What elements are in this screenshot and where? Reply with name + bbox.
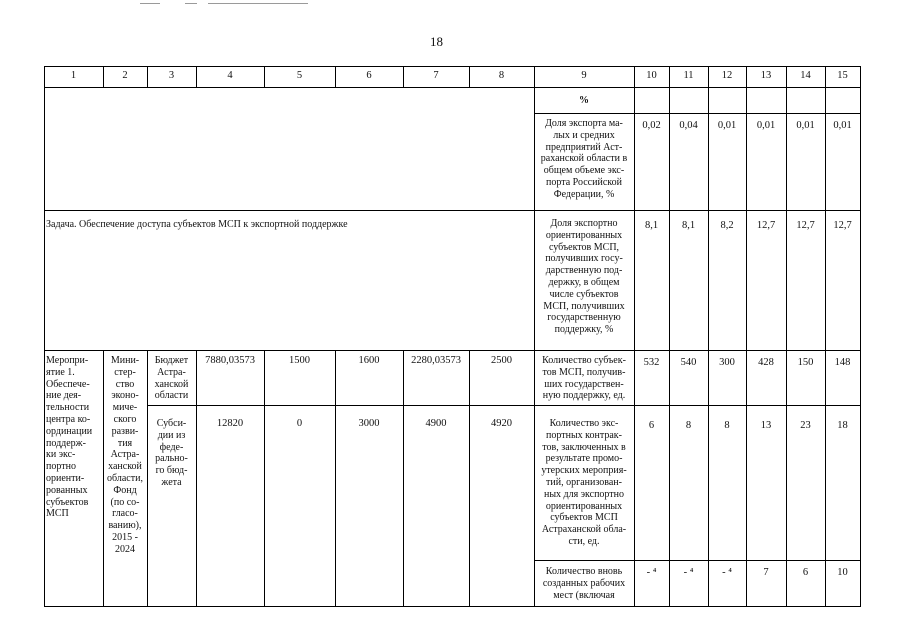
budget-amount-4: 7880,03573	[205, 355, 255, 366]
budget-value-10: 532	[643, 357, 660, 368]
task-text: Задача. Обеспечение доступа субъектов МСП к экспортной поддержке	[46, 219, 348, 230]
activity-col-divider	[335, 350, 336, 607]
row-a-indicator: Доля экспорта ма- лых и средних предприятий Аст- раханской области в общем объеме экс- порта Российской Федерации, %	[540, 118, 628, 200]
header-cell-7: 7	[433, 70, 439, 81]
header-col-divider	[147, 66, 148, 88]
table-right-border	[860, 66, 861, 607]
task-value-12: 8,2	[720, 220, 734, 231]
budget-amount-5: 1500	[289, 355, 310, 366]
federal-row-border	[534, 560, 861, 561]
scan-artifact-3	[208, 3, 308, 4]
unit-row-border	[534, 113, 861, 114]
federal-amount-5: 0	[296, 418, 303, 429]
header-cell-6: 6	[366, 70, 372, 81]
scan-artifact-1	[140, 3, 160, 4]
row-a-value-14: 0,01	[796, 120, 815, 131]
value-col-divider	[634, 66, 635, 607]
header-cell-8: 8	[498, 70, 505, 81]
federal-value-13: 13	[760, 420, 772, 431]
activity-col-divider	[403, 350, 404, 607]
header-col-divider	[196, 66, 197, 88]
table-bottom-border	[44, 606, 861, 607]
row-a-value-11: 0,04	[679, 120, 698, 131]
value-col-divider	[669, 66, 670, 607]
task-value-14: 12,7	[796, 220, 815, 231]
header-col-divider	[335, 66, 336, 88]
row-a-value-15: 0,01	[833, 120, 852, 131]
header-cell-13: 13	[760, 70, 772, 81]
budget-amount-6: 1600	[358, 355, 380, 366]
federal-amount-7: 4900	[425, 418, 447, 429]
value-col-divider	[825, 66, 826, 607]
jobs-indicator: Количество вновь созданных рабочих мест (включая	[542, 566, 626, 601]
header-cell-5: 5	[296, 70, 303, 81]
unit-percent-cell: %	[579, 95, 589, 106]
header-cell-14: 14	[800, 70, 811, 81]
activity-col-divider	[264, 350, 265, 607]
jobs-value-11: - ⁴	[683, 567, 694, 578]
value-col-divider	[746, 66, 747, 607]
activity-name: Меропри- ятие 1. Обеспече- ние дея- тельности центра ко- ординации поддерж- ки экс- портно ориенти- рованных субъектов МСП	[46, 355, 93, 520]
activity-col-divider	[469, 350, 470, 607]
value-col-divider	[786, 66, 787, 607]
header-row-border	[44, 87, 861, 88]
activity-col-divider	[196, 350, 197, 607]
federal-indicator: Количество экс- портных контрак- тов, заключенных в результате промо- утерских мероприя- тий, организован- ных для экспортно ориентированных субъектов МСП Астраханской обла- сти, ед.	[541, 418, 627, 547]
row-a-value-13: 0,01	[756, 120, 776, 131]
budget-value-12: 300	[719, 357, 735, 368]
task-value-11: 8,1	[681, 220, 696, 231]
task-value-15: 12,7	[833, 220, 852, 231]
header-col-divider	[264, 66, 265, 88]
table-left-border	[44, 66, 45, 607]
federal-amount-6: 3000	[358, 418, 380, 429]
task-indicator: Доля экспортно ориентированных субъектов МСП, получивших госу- дарственную под- держку, в общем числе субъектов МСП, получивших государственную поддержку, %	[543, 218, 625, 336]
table-top-border	[44, 66, 861, 67]
task-value-13: 12,7	[756, 220, 776, 231]
activity-executor: Мини- стер- ство эконо- миче- ского разви- тия Астра- ханской области, Фонд (по со- гласо- ванию), 2015 - 2024	[107, 355, 143, 555]
header-cell-12: 12	[721, 70, 733, 81]
federal-value-15: 18	[837, 420, 848, 431]
header-cell-11: 11	[683, 70, 694, 81]
header-cell-3: 3	[168, 70, 175, 81]
budget-value-15: 148	[834, 357, 851, 368]
federal-value-14: 23	[800, 420, 811, 431]
federal-value-11: 8	[685, 420, 692, 431]
indicator-col-left-divider	[534, 66, 535, 607]
row-a-border	[44, 210, 861, 211]
header-cell-15: 15	[837, 70, 848, 81]
header-col-divider	[469, 66, 470, 88]
header-cell-9: 9	[581, 70, 587, 81]
budget-value-11: 540	[680, 357, 697, 368]
budget-row-border	[147, 405, 861, 406]
federal-amount-8: 4920	[491, 418, 512, 429]
header-cell-1: 1	[70, 70, 77, 81]
budget-amount-7: 2280,03573	[411, 355, 461, 366]
federal-value-12: 8	[724, 420, 730, 431]
header-cell-2: 2	[122, 70, 128, 81]
activity-col-divider	[147, 350, 148, 607]
budget-amount-8: 2500	[491, 355, 512, 366]
jobs-value-15: 10	[837, 567, 848, 578]
jobs-value-13: 7	[763, 567, 769, 578]
header-col-divider	[103, 66, 104, 88]
header-cell-4: 4	[227, 70, 233, 81]
federal-value-10: 6	[648, 420, 655, 431]
task-value-10: 8,1	[644, 220, 659, 231]
federal-amount-4: 12820	[216, 418, 244, 429]
activity-col-divider	[103, 350, 104, 607]
scan-artifact-2	[185, 3, 197, 4]
jobs-value-12: - ⁴	[722, 567, 732, 578]
header-cell-10: 10	[646, 70, 657, 81]
budget-indicator: Количество субъек- тов МСП, получив- ших государствен- ную поддержку, ед.	[542, 355, 626, 402]
page-number: 18	[430, 34, 443, 49]
task-row-border	[44, 350, 861, 351]
budget-value-13: 428	[758, 357, 774, 368]
federal-source: Субси- дии из феде- рально- го бюд- жета	[155, 418, 188, 488]
budget-value-14: 150	[797, 357, 814, 368]
budget-source: Бюджет Астра- ханской области	[154, 355, 189, 402]
jobs-value-14: 6	[802, 567, 809, 578]
row-a-value-10: 0,02	[642, 120, 661, 131]
jobs-value-10: - ⁴	[646, 567, 657, 578]
header-col-divider	[403, 66, 404, 88]
value-col-divider	[708, 66, 709, 607]
row-a-value-12: 0,01	[717, 120, 737, 131]
